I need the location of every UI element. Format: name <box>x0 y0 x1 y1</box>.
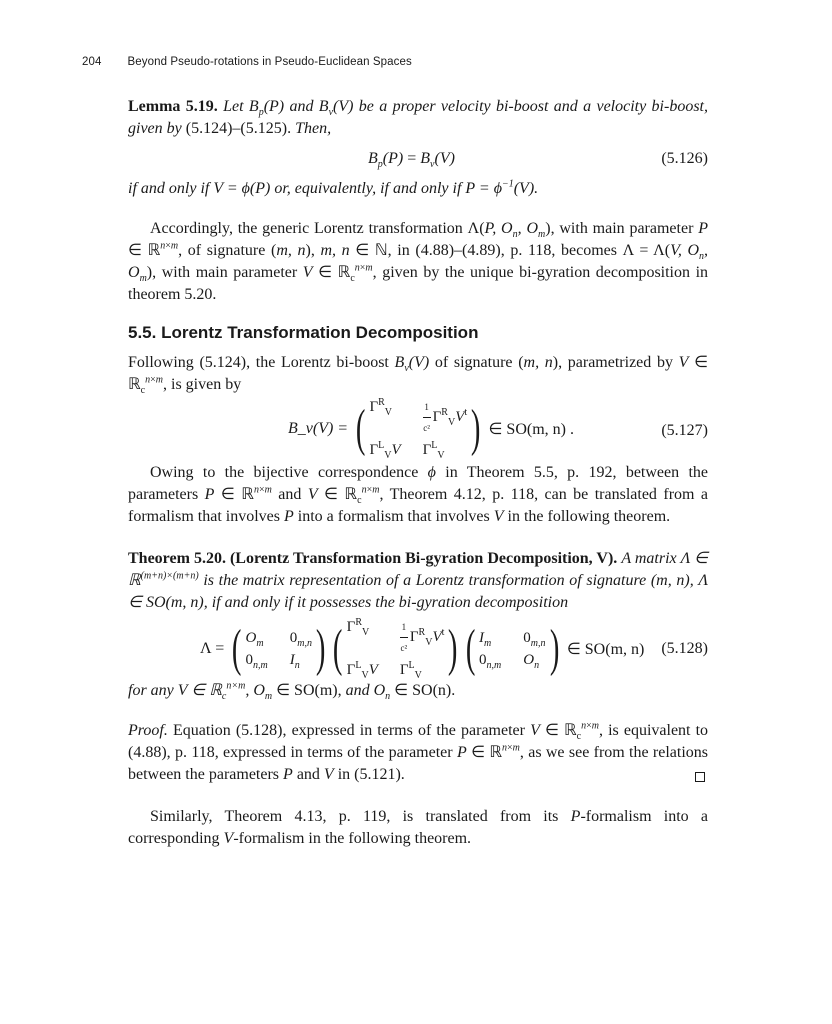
lemma-condition: if and only if V = ϕ(P) or, equivalently, if and only if $P = \phi^{-1}(V)$. <box>128 178 539 197</box>
eq-number-5-127: (5.127) <box>661 422 708 439</box>
paragraph-following: Following (5.124), the Lorentz bi-boost $B_v(V)$ of signature (m, n), parametrized by V ∈ ℝ$_c^{n\times m}$, is given by <box>128 354 709 397</box>
lemma-5-19: Lemma 5.19. Let $B_p(P)$ and $B_v(V)$ be a proper velocity bi-boost and a velocity bi-boost, given by (5.124)–(5.125). Then, <box>128 98 708 137</box>
section-heading <box>128 323 478 343</box>
section-number: 5.5. <box>128 323 157 342</box>
paragraph-similarly: Similarly, Theorem 4.13, p. 119, is translated from its P-formalism into a corresponding V-formalism in the following theorem. <box>128 808 709 847</box>
paragraph-accordingly: Accordingly, the generic Lorentz transformation Λ(P, $O_n$, $O_m$), with main parameter P ∈ ℝ$^{n\times m}$, of signature (m, n), m, n ∈ ℕ, in (4.88)–(4.89), p. 118, becomes Λ = Λ(V, $O_n$, $O_m$), with main parameter V ∈ ℝ$_c^{n\times m}$, given by the unique bi-gyration decomposition in theorem 5.20. <box>128 220 709 303</box>
equation-5-126: $B_p(P) = B_v(V)$ <box>368 150 455 171</box>
proof: Proof. Equation (5.128), expressed in terms of the parameter V ∈ ℝ$_c^{n\times m}$, is equivalent to (4.88), p. 118, expressed in terms of the parameter P ∈ ℝ$^{n\times m}$, as we see from the relations between the parameters P and V in (5.121). <box>128 720 709 783</box>
eq-127-lhs: B_v(V) = <box>288 419 349 437</box>
equation-5-128: Λ = ( $O_m$ $0_{m,n}$ $0_{n,m}$ $I_n$ ) ( $\Gamma^R_V$ $\frac{1}{\text{c²}}$ $\Gamma^R_VV^t$ $\Gamma^L_VV$ $\Gamma^L_V$ ) ( $I_m$ $0_{m,n}$ $0_{n,m}$ $O_n$ ) ∈ SO(m, n) <box>200 617 645 681</box>
theorem-tail: for any V ∈ ℝ$_c^{n\times m}$, $O_m$ ∈ SO(m), and $O_n$ ∈ SO(n). <box>128 680 456 703</box>
theorem-5-20: Theorem 5.20. (Lorentz Transformation Bi-gyration Decomposition, V). A matrix Λ ∈ ℝ$^{(m+n)\times(m+n)}$ is the matrix representation of a Lorentz transformation of signature (m, n), Λ ∈ SO(m, n), if and only if it possesses the bi-gyration decomposition <box>128 550 708 611</box>
running-title: Beyond Pseudo-rotations in Pseudo-Euclidean Spaces <box>127 56 412 68</box>
eq-128-rhs: ∈ SO(m, n) <box>566 640 645 658</box>
theorem-label: Theorem 5.20. (Lorentz Transformation Bi-gyration Decomposition, V). <box>128 550 618 567</box>
paragraph-owing: Owing to the bijective correspondence ϕ in Theorem 5.5, p. 192, between the parameters P ∈ ℝ$^{n\times m}$ and V ∈ ℝ$_c^{n\times m}$, Theorem 4.12, p. 118, can be translated from a formalism that involves P into a formalism that involves V in the following theorem. <box>128 464 709 525</box>
page-number: 204 <box>82 56 102 68</box>
lemma-label: Lemma 5.19. <box>128 98 218 115</box>
qed-square-icon <box>695 772 705 782</box>
running-head <box>82 56 412 68</box>
eq-128-lhs: Λ = <box>200 639 225 657</box>
eq-number-5-126: (5.126) <box>661 150 708 167</box>
eq-number-5-128: (5.128) <box>661 640 708 657</box>
proof-label: Proof. <box>128 722 168 739</box>
eq-127-rhs: ∈ SO(m, n) . <box>488 420 574 438</box>
section-title: Lorentz Transformation Decomposition <box>161 323 479 342</box>
equation-5-127: B_v(V) = ( $\Gamma^R_V$ $\frac{1}{\text{c²}}$ $\Gamma^R_VV^t$ $\Gamma^L_VV$ $\Gamma^L_V$ ) ∈ SO(m, n) . <box>288 397 574 461</box>
